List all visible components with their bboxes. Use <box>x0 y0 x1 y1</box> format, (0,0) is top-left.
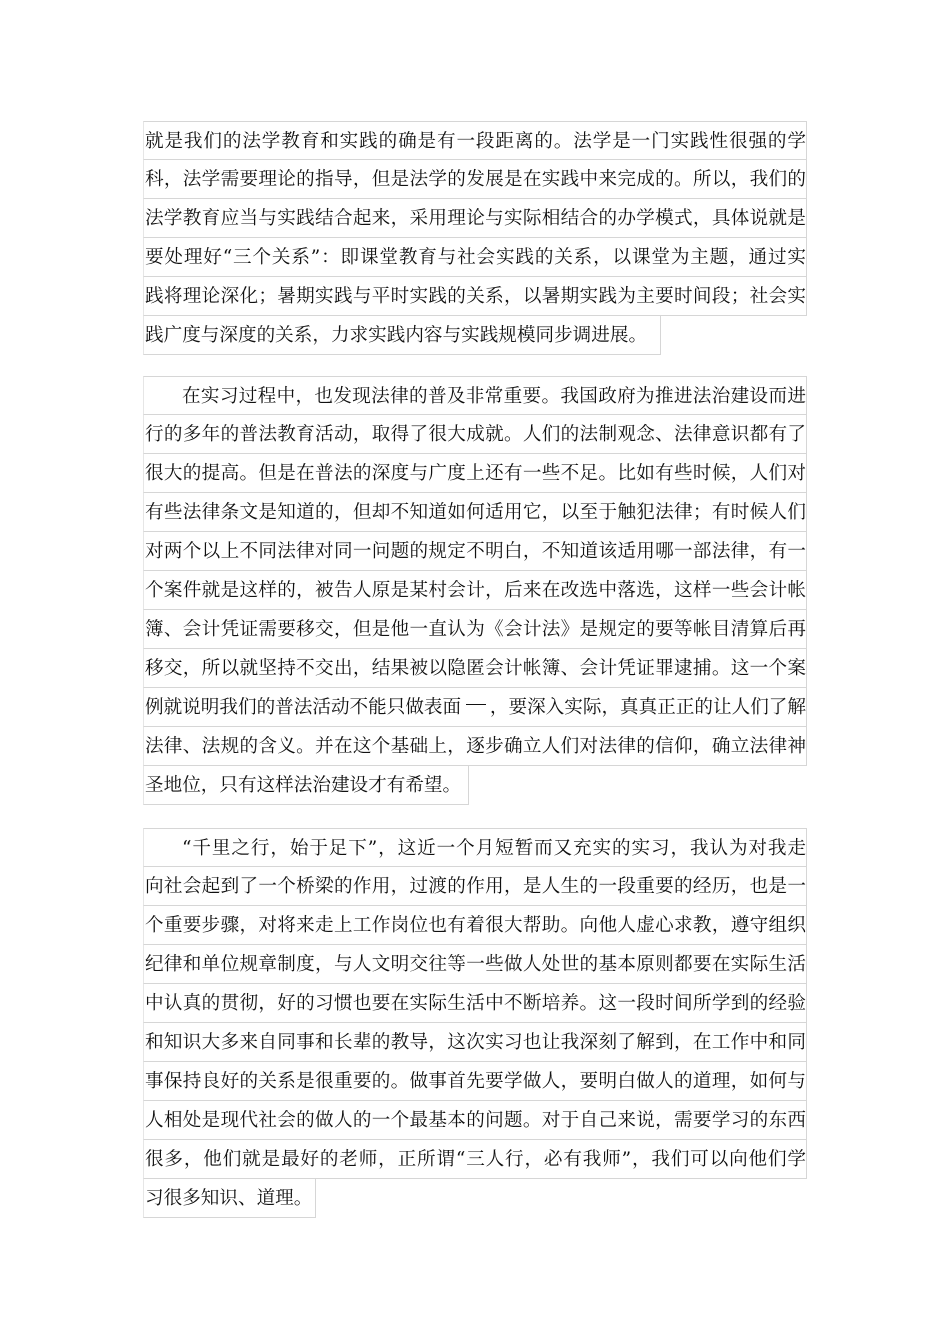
text-line: 要处理好“三个关系”：即课堂教育与社会实践的关系，以课堂为主题，通过实 <box>143 238 807 277</box>
text-line: 行的多年的普法教育活动，取得了很大成就。人们的法制观念、法律意识都有了 <box>143 415 807 454</box>
text-line: 向社会起到了一个桥梁的作用，过渡的作用，是人生的一段重要的经历，也是一 <box>143 867 807 906</box>
text-line: 圣地位，只有这样法治建设才有希望。 <box>143 766 469 805</box>
text-line: 践将理论深化；暑期实践与平时实践的关系，以暑期实践为主要时间段；社会实 <box>143 277 807 316</box>
text-line: 科，法学需要理论的指导，但是法学的发展是在实践中来完成的。所以，我们的 <box>143 160 807 199</box>
text-line: 很多，他们就是最好的老师，正所谓“三人行，必有我师”，我们可以向他们学 <box>143 1140 807 1179</box>
text-line: 纪律和单位规章制度，与人文明交往等一些做人处世的基本原则都要在实际生活 <box>143 945 807 984</box>
text-line: 习很多知识、道理。 <box>143 1179 316 1218</box>
paragraph-2 <box>143 376 807 809</box>
paragraph-1 <box>143 121 807 359</box>
text-line: 例就说明我们的普法活动不能只做表面 ，要深入实际，真真正正的让人们了解 <box>143 688 807 727</box>
text-line: 人相处是现代社会的做人的一个最基本的问题。对于自己来说，需要学习的东西 <box>143 1101 807 1140</box>
text-line: 践广度与深度的关系，力求实践内容与实践规模同步调进展。 <box>143 316 661 355</box>
text-line: 法律、法规的含义。并在这个基础上，逐步确立人们对法律的信仰，确立法律神 <box>143 727 807 766</box>
text-line: 移交，所以就坚持不交出，结果被以隐匿会计帐簿、会计凭证罪逮捕。这一个案 <box>143 649 807 688</box>
blank-underline <box>466 688 486 705</box>
text-line: 中认真的贯彻，好的习惯也要在实际生活中不断培养。这一段时间所学到的经验 <box>143 984 807 1023</box>
text-line: 簿、会计凭证需要移交，但是他一直认为《会计法》是规定的要等帐目清算后再 <box>143 610 807 649</box>
text-line: 个重要步骤，对将来走上工作岗位也有着很大帮助。向他人虚心求教，遵守组织 <box>143 906 807 945</box>
text-line: 个案件就是这样的，被告人原是某村会计，后来在改选中落选，这样一些会计帐 <box>143 571 807 610</box>
text-line: 很大的提高。但是在普法的深度与广度上还有一些不足。比如有些时候，人们对 <box>143 454 807 493</box>
text-line: “千里之行，始于足下”，这近一个月短暂而又充实的实习，我认为对我走 <box>143 828 807 867</box>
text-line: 和知识大多来自同事和长辈的教导，这次实习也让我深刻了解到，在工作中和同 <box>143 1023 807 1062</box>
text-line: 法学教育应当与实践结合起来，采用理论与实际相结合的办学模式，具体说就是 <box>143 199 807 238</box>
text-line: 有些法律条文是知道的，但却不知道如何适用它，以至于触犯法律；有时候人们 <box>143 493 807 532</box>
text-line: 事保持良好的关系是很重要的。做事首先要学做人，要明白做人的道理，如何与 <box>143 1062 807 1101</box>
text-line: 对两个以上不同法律对同一问题的规定不明白，不知道该适用哪一部法律，有一 <box>143 532 807 571</box>
text-line: 就是我们的法学教育和实践的确是有一段距离的。法学是一门实践性很强的学 <box>143 121 807 160</box>
paragraph-3 <box>143 828 807 1222</box>
text-line: 在实习过程中，也发现法律的普及非常重要。我国政府为推进法治建设而进 <box>143 376 807 415</box>
